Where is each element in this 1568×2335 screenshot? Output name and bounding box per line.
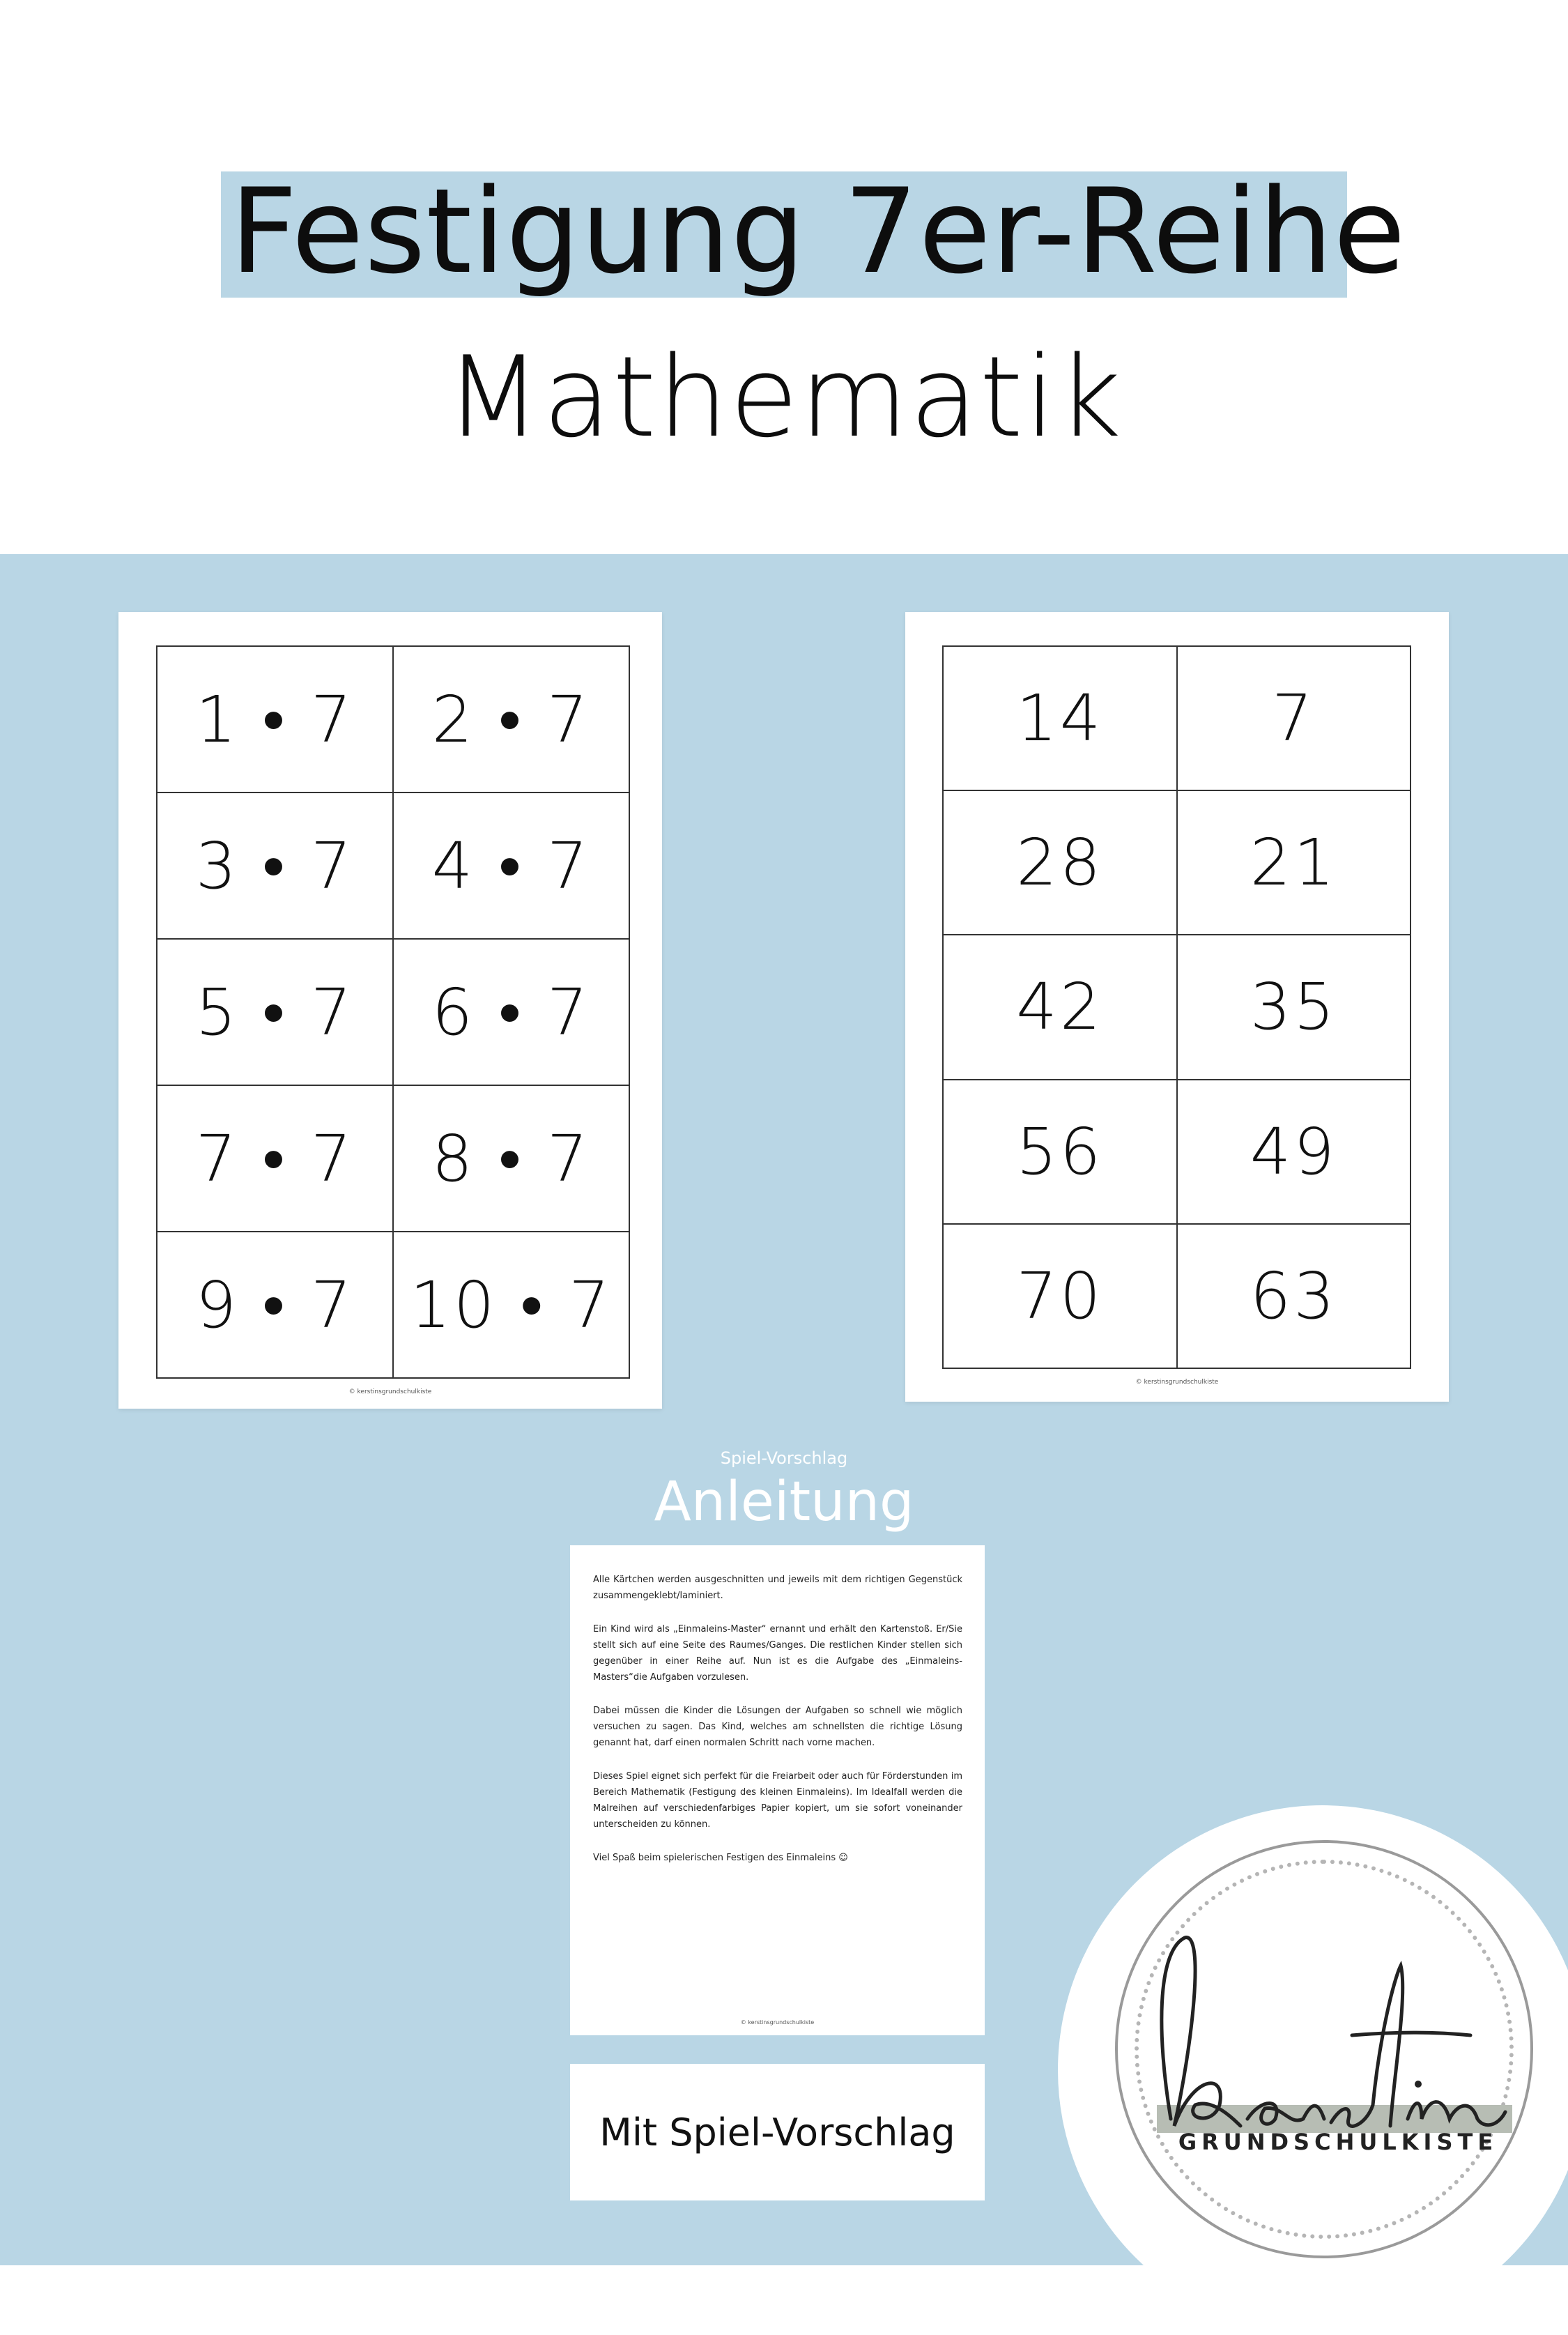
task-card: 10 • 7	[394, 1232, 630, 1379]
task-card: 5 • 7	[157, 940, 394, 1086]
game-suggestion-badge	[570, 2064, 985, 2200]
task-card: 3 • 7	[157, 793, 394, 940]
sheet-copyright: © kerstinsgrundschulkiste	[1135, 1379, 1219, 1386]
answer-card: 7	[1178, 647, 1412, 791]
answer-card: 70	[944, 1225, 1178, 1369]
instructions-sheet	[570, 1545, 985, 2035]
sheet-copyright: © kerstinsgrundschulkiste	[348, 1388, 432, 1395]
page-title: Festigung 7er-Reihe	[230, 163, 1406, 300]
task-card: 9 • 7	[157, 1232, 394, 1379]
instructions-copyright: © kerstinsgrundschulkiste	[740, 2019, 815, 2026]
answer-card: 42	[944, 935, 1178, 1080]
answer-card: 21	[1178, 791, 1412, 935]
instructions-title: Anleitung	[654, 1471, 914, 1533]
answer-card: 28	[944, 791, 1178, 935]
instructions-paragraph: Viel Spaß beim spielerischen Festigen des Einmaleins ☺	[593, 1853, 848, 1863]
task-cards-sheet	[118, 612, 662, 1409]
answer-card: 35	[1178, 935, 1412, 1080]
instructions-paragraph: Dabei müssen die Kinder die Lösungen der Aufgaben so schnell wie möglich versuchen zu sagen. Das Kind, welches am schnellsten die richtige Lösung genannt hat, darf einen normalen Schritt nach vorne machen.	[593, 1706, 962, 1748]
badge-label: Mit Spiel-Vorschlag	[599, 2110, 955, 2154]
instructions-paragraph: Ein Kind wird als „Einmaleins-Master“ ernannt und erhält den Kartenstoß. Er/Sie stellt sich auf eine Seite des Raumes/Ganges. Die restlichen Kinder stellen sich gegenüber in einer Reihe auf. Nun ist es die Aufgabe des „Einmaleins-Masters“die Aufgaben vorzulesen.	[593, 1624, 962, 1683]
task-card: 4 • 7	[394, 793, 630, 940]
task-cards-grid	[156, 645, 630, 1379]
instructions-kicker: Spiel-Vorschlag	[720, 1448, 848, 1468]
instructions-paragraph: Dieses Spiel eignet sich perfekt für die Freiarbeit oder auch für Förderstunden im Bereich Mathematik (Festigung des kleinen Einmaleins). Im Idealfall werden die Malreihen auf verschiedenfarbiges Papier kopiert, um sie sofort voneinander unterscheiden zu können.	[593, 1771, 962, 1830]
logo-wordmark: GRUNDSCHULKISTE	[1178, 2129, 1498, 2155]
header	[0, 0, 1568, 554]
answer-card: 14	[944, 647, 1178, 791]
answer-card: 63	[1178, 1225, 1412, 1369]
instructions-text	[593, 1572, 962, 1883]
task-card: 6 • 7	[394, 940, 630, 1086]
answer-card: 56	[944, 1080, 1178, 1225]
task-card: 8 • 7	[394, 1086, 630, 1232]
instructions-paragraph: Alle Kärtchen werden ausgeschnitten und jeweils mit dem richtigen Gegenstück zusammengeklebt/laminiert.	[593, 1575, 962, 1601]
task-card: 7 • 7	[157, 1086, 394, 1232]
task-card: 2 • 7	[394, 647, 630, 793]
answer-cards-sheet	[905, 612, 1449, 1402]
answer-cards-grid	[942, 645, 1411, 1369]
task-card: 1 • 7	[157, 647, 394, 793]
answer-card: 49	[1178, 1080, 1412, 1225]
page-subtitle: Mathematik	[445, 332, 1123, 462]
